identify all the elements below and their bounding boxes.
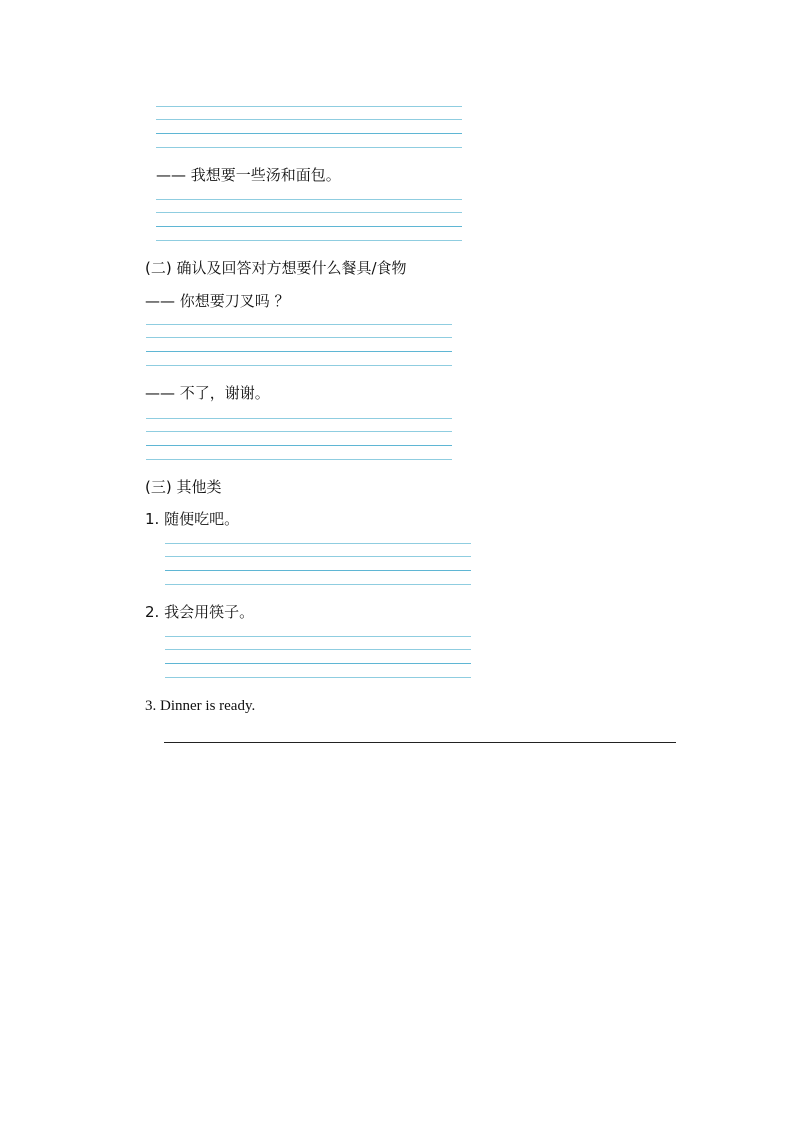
- writing-lines[interactable]: [146, 324, 452, 366]
- item-1: 1. 随便吃吧。: [145, 510, 240, 528]
- question-knife-fork: —— 你想要刀叉吗 ？: [145, 292, 290, 310]
- writing-lines[interactable]: [146, 418, 452, 460]
- writing-lines[interactable]: [165, 543, 471, 585]
- section-2-title: (二) 确认及回答对方想要什么餐具/食物: [145, 259, 407, 277]
- answer-line[interactable]: [164, 742, 676, 743]
- section-3-title: (三) 其他类: [145, 478, 222, 496]
- reply-soup-bread: —— 我想要一些汤和面包。: [156, 166, 341, 184]
- writing-lines[interactable]: [165, 636, 471, 678]
- writing-lines[interactable]: [156, 106, 462, 148]
- item-3: 3. Dinner is ready.: [145, 698, 256, 714]
- item-2: 2. 我会用筷子。: [145, 603, 255, 621]
- reply-no-thanks: —— 不了，谢谢。: [145, 384, 270, 402]
- writing-lines[interactable]: [156, 199, 462, 241]
